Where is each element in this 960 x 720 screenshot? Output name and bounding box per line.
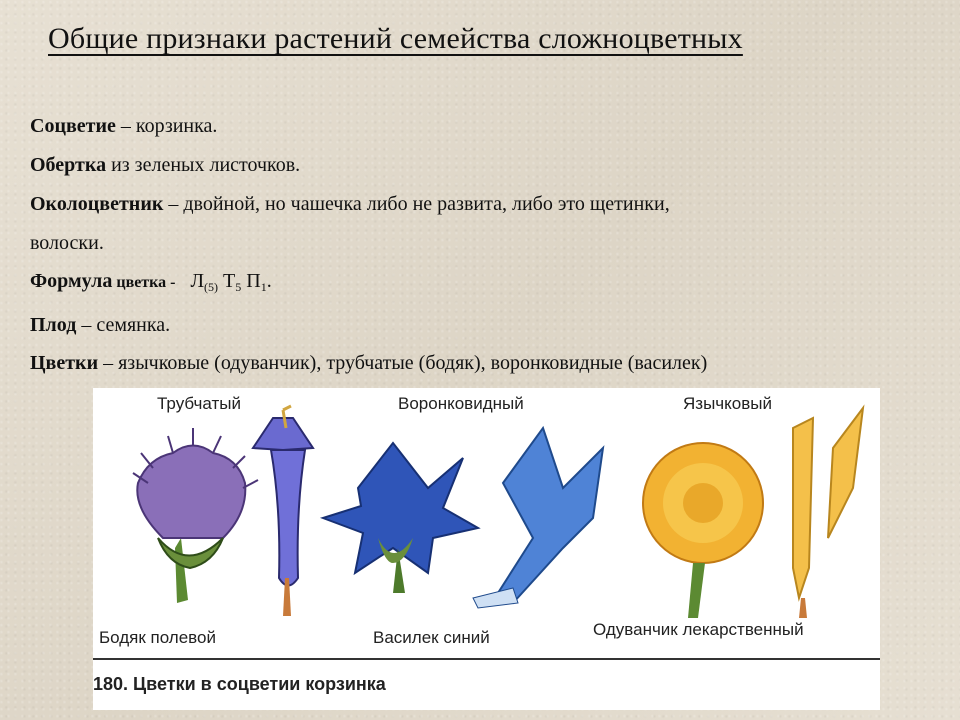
desc-inflorescence: – корзинка.: [115, 115, 218, 137]
flower-drawings: [93, 388, 880, 710]
term-involucre: Обертка: [30, 154, 107, 176]
formula-p: П: [246, 270, 261, 292]
dandelion-head: [643, 443, 763, 618]
desc-fruit: – семянка.: [76, 314, 171, 336]
desc-flowers: – язычковые (одуванчик), трубчатые (бодяк), воронковидные (василек): [98, 352, 708, 374]
cornflower-head: [323, 443, 478, 593]
flower-illustration: [93, 388, 880, 710]
page-title: Общие признаки растений семейства сложноцветных: [48, 22, 743, 55]
formula-t: Т: [223, 270, 236, 292]
name-dandelion: Одуванчик лекарственный: [593, 620, 804, 639]
label-ligulate: Язычковый: [683, 394, 772, 413]
desc-involucre: из зеленых листочков.: [106, 154, 301, 176]
text-flowers: [30, 352, 707, 375]
name-cornflower: Василек синий: [373, 628, 490, 647]
term-inflorescence: Соцветие: [30, 115, 116, 137]
figure-caption: 180. Цветки в соцветии корзинка: [93, 674, 386, 694]
name-thistle: Бодяк полевой: [99, 628, 216, 647]
thistle-head: [133, 428, 258, 603]
term-formula: Формула: [30, 270, 113, 292]
formula-p-sub: 1: [260, 280, 267, 294]
caption-divider: [93, 658, 880, 660]
term-perianth: Околоцветник: [30, 193, 164, 215]
text-formula: [30, 270, 272, 295]
ligulate-floret: [793, 408, 863, 618]
funnel-floret: [473, 428, 603, 608]
desc-perianth: – двойной, но чашечка либо не развита, либо это щетинки,: [163, 193, 670, 215]
formula-l: Л: [190, 270, 205, 292]
term-fruit: Плод: [30, 314, 77, 336]
term-flowers: Цветки: [30, 352, 99, 374]
text-inflorescence: [30, 115, 217, 138]
text-fruit: [30, 314, 170, 337]
desc-perianth-cont: волоски.: [30, 232, 104, 254]
label-tubular: Трубчатый: [157, 394, 241, 413]
term-formula-small: цветка -: [112, 274, 176, 291]
formula-t-sub: 5: [235, 280, 242, 294]
tubular-floret: [253, 406, 313, 616]
text-perianth-cont: [30, 232, 104, 255]
text-involucre: [30, 154, 300, 177]
text-perianth: [30, 193, 670, 216]
formula-end: .: [266, 270, 272, 292]
formula-l-sub: (5): [204, 280, 219, 294]
label-funnel: Воронковидный: [398, 394, 524, 413]
